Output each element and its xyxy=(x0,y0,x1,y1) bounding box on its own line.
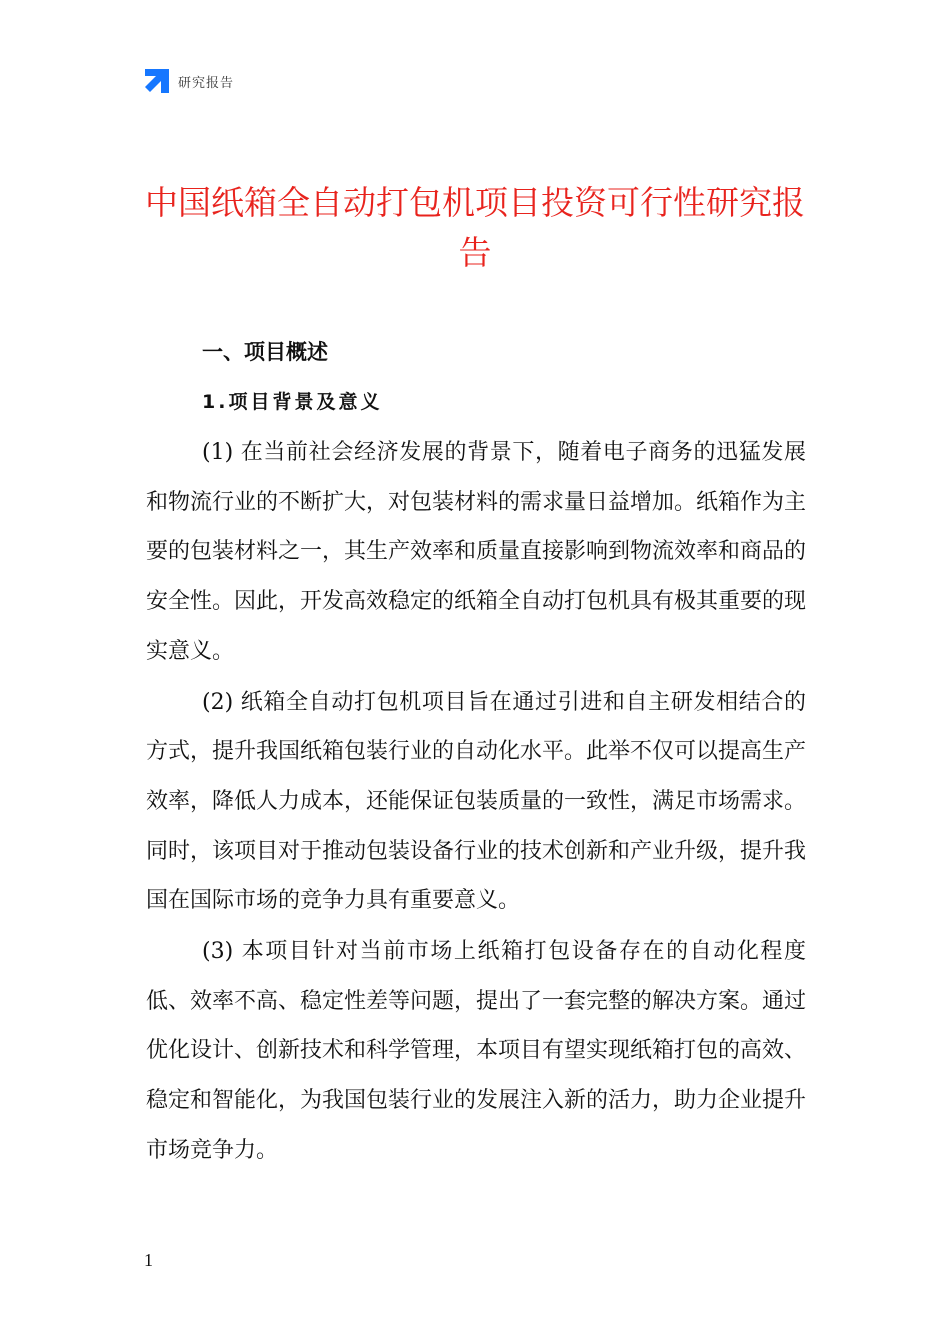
document-title: 中国纸箱全自动打包机项目投资可行性研究报告 xyxy=(145,183,805,272)
page-header xyxy=(144,68,234,94)
paragraph-3: (3) 本项目针对当前市场上纸箱打包设备存在的自动化程度低、效率不高、稳定性差等问题，提出了一套完整的解决方案。通过优化设计、创新技术和科学管理，本项目有望实现纸箱打包的高效、稳定和智能化，为我国包装行业的发展注入新的活力，助力企业提升市场竞争力。 xyxy=(146,939,807,1163)
body-text xyxy=(146,428,806,1177)
header-label: 研究报告 xyxy=(178,75,235,91)
sub-heading: 1.项目背景及意义 xyxy=(202,391,383,413)
section-heading: 一、项目概述 xyxy=(202,340,328,364)
arrow-up-right-icon xyxy=(144,68,170,94)
page-number: 1 xyxy=(144,1250,153,1270)
paragraph-2: (2) 纸箱全自动打包机项目旨在通过引进和自主研发相结合的方式，提升我国纸箱包装行业的自动化水平。此举不仅可以提高生产效率，降低人力成本，还能保证包装质量的一致性，满足市场需求。同时，该项目对于推动包装设备行业的技术创新和产业升级，提升我国在国际市场的竞争力具有重要意义。 xyxy=(146,689,807,914)
paragraph-1: (1) 在当前社会经济发展的背景下，随着电子商务的迅猛发展和物流行业的不断扩大，对包装材料的需求量日益增加。纸箱作为主要的包装材料之一，其生产效率和质量直接影响到物流效率和商品的安全性。因此，开发高效稳定的纸箱全自动打包机具有极其重要的现实意义。 xyxy=(146,440,807,664)
